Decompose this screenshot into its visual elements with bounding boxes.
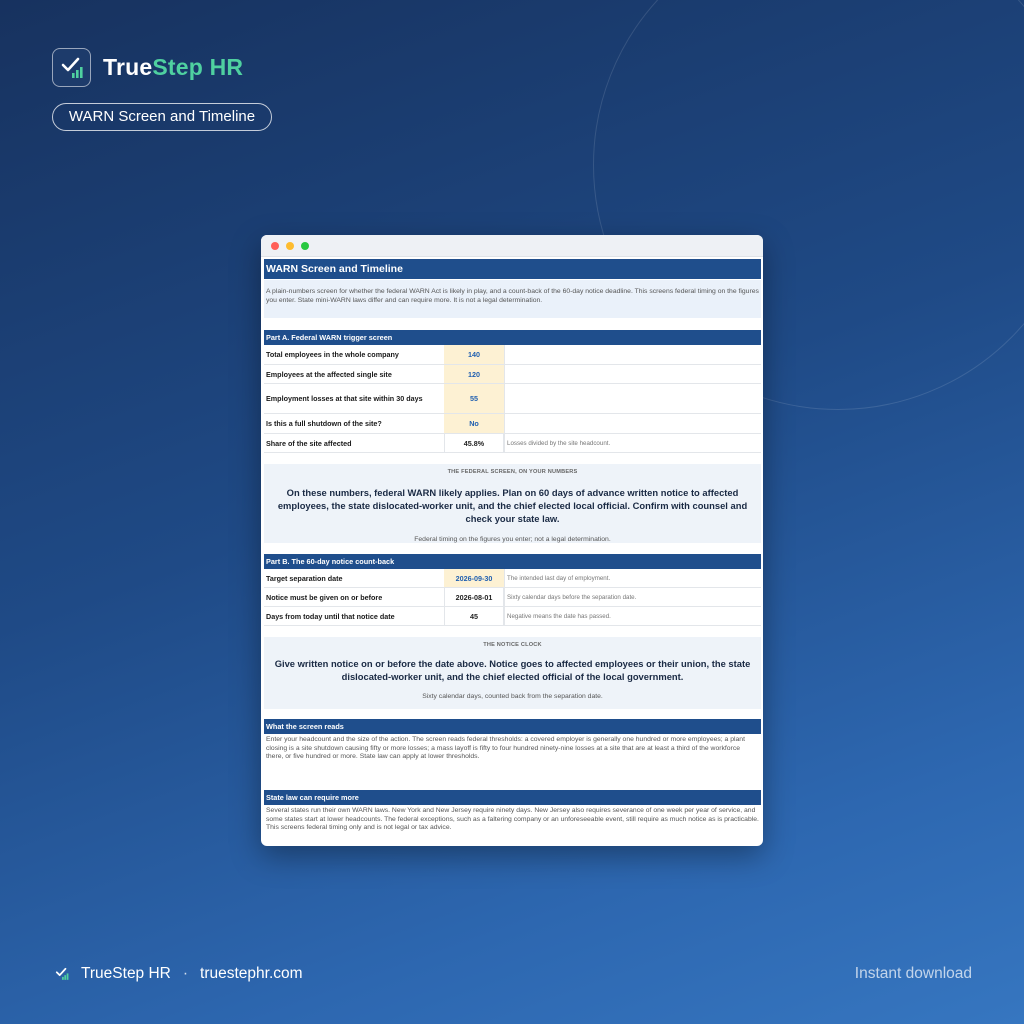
footer-url-link[interactable]: truestephr.com: [200, 965, 303, 982]
preview-window: [261, 235, 763, 846]
table-row: Notice must be given on or before 2026-08-01 Sixty calendar days before the separation date.: [264, 588, 761, 607]
window-titlebar: [261, 235, 763, 257]
result-footnote: Federal timing on the figures you enter; not a legal determination.: [414, 536, 611, 543]
footer: [55, 965, 303, 983]
table-row: Is this a full shutdown of the site? No: [264, 414, 761, 434]
result-footnote: Sixty calendar days, counted back from the separation date.: [422, 693, 603, 700]
result-message: Give written notice on or before the date above. Notice goes to affected employees or their union, the state dislocated-worker unit, and the chief elected official of the local government.: [274, 658, 751, 682]
screen-reads-heading: What the screen reads: [264, 719, 761, 734]
separation-date-input[interactable]: 2026-09-30: [444, 569, 504, 587]
part-b-heading: Part B. The 60-day notice count-back: [264, 554, 761, 569]
table-row: Share of the site affected 45.8% Losses divided by the site headcount.: [264, 434, 761, 453]
days-until-value: 45: [444, 607, 504, 625]
notice-result-box: [264, 637, 761, 709]
close-window-button[interactable]: [271, 242, 279, 250]
federal-result-box: [264, 464, 761, 543]
result-kicker: THE FEDERAL SCREEN, ON YOUR NUMBERS: [447, 469, 578, 475]
state-law-text: Several states run their own WARN laws. New York and New Jersey require ninety days. New Jersey also requires severance of one week per year of service, and some states start at lower headcounts. The federal exceptions, such as a faltering company or an unforeseeable event, still require as much notice as is practicable. This screens federal timing only and is not legal or tax advice.: [266, 807, 759, 832]
table-row: Total employees in the whole company 140: [264, 345, 761, 365]
share-affected-value: 45.8%: [444, 434, 504, 452]
table-row: Employment losses at that site within 30 days 55: [264, 384, 761, 414]
employment-losses-input[interactable]: 55: [444, 384, 504, 413]
checklist-chart-icon: [52, 48, 91, 87]
footer-brand: TrueStep HR: [81, 965, 171, 982]
state-law-heading: State law can require more: [264, 790, 761, 805]
result-kicker: THE NOTICE CLOCK: [483, 642, 542, 648]
instant-download-label: Instant download: [854, 965, 972, 982]
spreadsheet: [264, 259, 761, 833]
result-message: On these numbers, federal WARN likely applies. Plan on 60 days of advance written notice to affected employees, the state dislocated-worker unit, and the chief elected local official. Confirm with counsel and check your state law.: [277, 487, 748, 524]
brand-header: [52, 48, 243, 87]
table-row: Target separation date 2026-09-30 The intended last day of employment.: [264, 569, 761, 588]
checklist-chart-icon: [55, 967, 69, 981]
maximize-window-button[interactable]: [301, 242, 309, 250]
screen-reads-text: Enter your headcount and the size of the action. The screen reads federal thresholds: a covered employer is generally one hundred or more employees; a plant closing is a site shutdown causing fifty or more losses; a mass layoff is fifty to four hundred ninety-nine losses at a site that are at least a third of the workforce there, or five hundred or more. State law can apply at lower thresholds.: [266, 736, 745, 761]
sheet-title: WARN Screen and Timeline: [264, 259, 761, 279]
product-title-pill: WARN Screen and Timeline: [52, 103, 272, 131]
notice-date-value: 2026-08-01: [444, 588, 504, 606]
full-shutdown-select[interactable]: No: [444, 414, 504, 433]
part-a-heading: Part A. Federal WARN trigger screen: [264, 330, 761, 345]
site-employees-input[interactable]: 120: [444, 365, 504, 383]
footer-separator: ·: [182, 965, 189, 982]
table-row: Employees at the affected single site 120: [264, 365, 761, 384]
brand-name: TrueStep HR: [103, 54, 244, 80]
intro-text: A plain-numbers screen for whether the federal WARN Act is likely in play, and a count-back of the 60-day notice deadline. This screens federal timing on the figures you enter. State mini-WARN laws differ and can require more. It is not a legal determination.: [264, 280, 761, 318]
table-row: Days from today until that notice date 45 Negative means the date has passed.: [264, 607, 761, 626]
minimize-window-button[interactable]: [286, 242, 294, 250]
total-employees-input[interactable]: 140: [444, 345, 504, 364]
